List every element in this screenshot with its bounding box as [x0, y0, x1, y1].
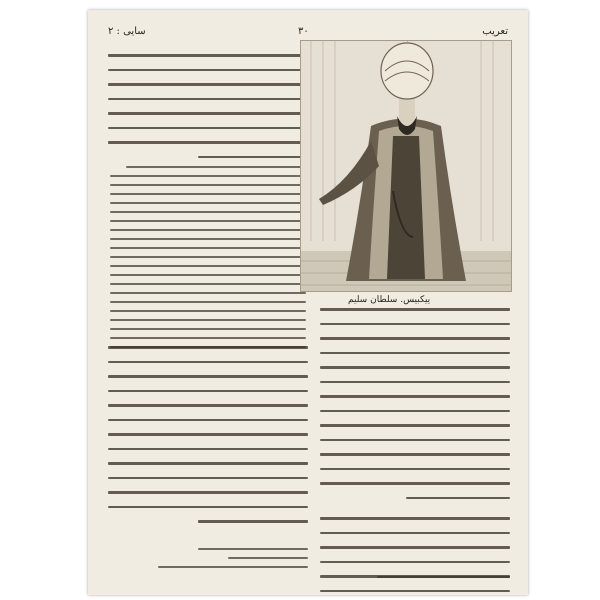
magazine-page	[88, 10, 528, 595]
portrait-image	[301, 41, 511, 291]
left-column-text-bottom	[108, 346, 308, 535]
left-column-text-top	[108, 54, 308, 170]
right-column-text	[320, 308, 510, 595]
sultan-portrait-engraving	[300, 40, 512, 292]
magazine-title: تعریب	[482, 26, 508, 37]
issue-number: سایی : ۲	[108, 26, 146, 37]
left-footnotes	[108, 548, 308, 575]
left-column-quoted-document	[110, 166, 306, 355]
right-footnote	[320, 576, 510, 585]
page-number: ۳۰	[298, 26, 309, 37]
portrait-caption: ییکبیس. سلطان سلیم	[348, 295, 431, 305]
